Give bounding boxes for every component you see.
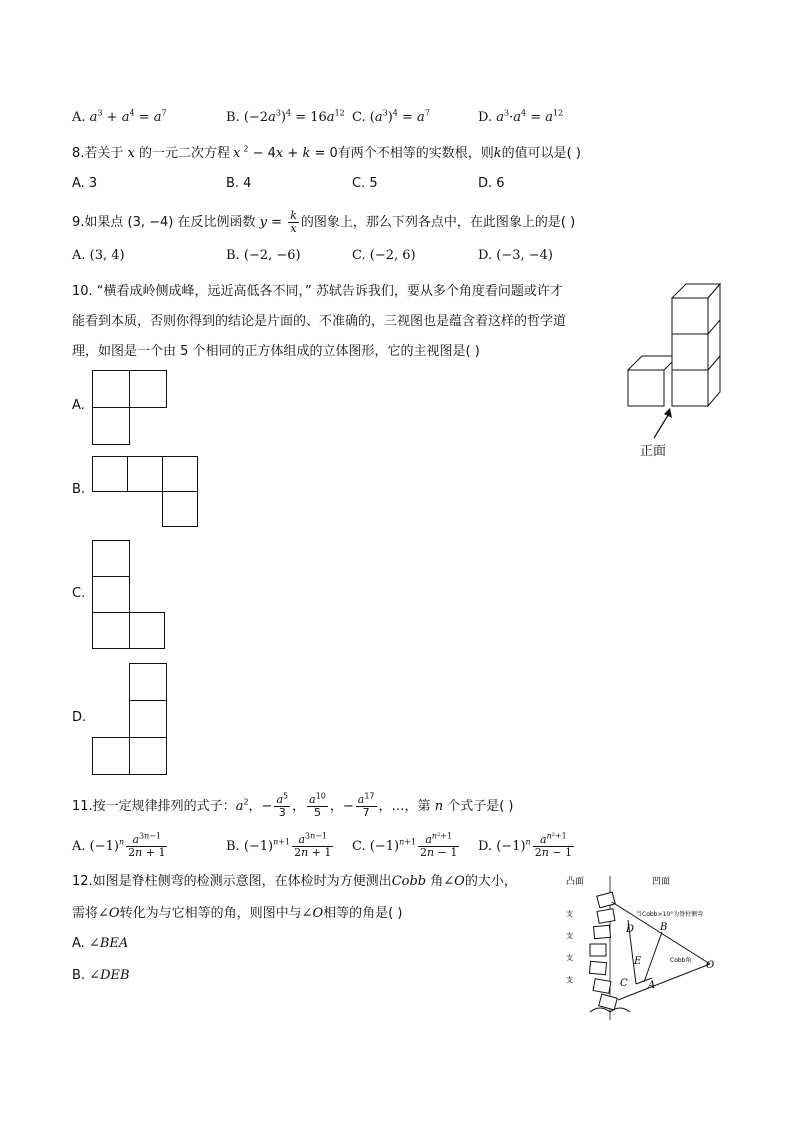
q10-cube-figure: [622, 280, 722, 410]
q8-option-b: B. 4: [226, 176, 252, 191]
q11-option-d: D. $(-1)^n$ $\frac{a^{n^2+1}}{2n - 1}$: [478, 831, 573, 859]
q12-line-2: 需将∠O转化为与它相等的角，则图中与∠O相等的角是( ): [72, 906, 403, 921]
q7-option-d: D. $a^3\cdot a^4 = a^{12}$: [478, 108, 564, 125]
q9-option-a: A. (3, 4): [72, 248, 125, 263]
q8-option-a: A. 3: [72, 176, 98, 191]
side-label-1: 支: [566, 910, 573, 918]
q10-option-c-label: C.: [72, 586, 86, 601]
front-label: 正面: [640, 444, 667, 459]
q12-option-b: B. ∠DEB: [72, 968, 130, 983]
q10-option-d-label: D.: [72, 710, 87, 725]
arrow-icon: [650, 406, 680, 442]
q12-line-1: 12.如图是脊柱侧弯的检测示意图，在体检时为方便测出Cobb 角∠O的大小，: [72, 874, 517, 889]
point-b-label: B: [660, 922, 668, 933]
q10-option-a-label: A.: [72, 398, 85, 413]
q12-spine-diagram: [560, 872, 730, 1022]
point-o-label: O: [706, 960, 715, 971]
point-c-label: C: [620, 978, 628, 989]
q11-stem: 11.按一定规律排列的式子：$a^2$，− $\frac{a^5}{3}$ ， $\frac{a^{10}}{5}$ ，− $\frac{a^{17}}{7}$ ，…，第 n 个式子是( ): [72, 791, 514, 819]
concave-label: 凹面: [652, 877, 671, 887]
q8-stem: 8.若关于 x 的一元二次方程 x $^2$ − 4x + k = 0有两个不相等的实数根，则k的值可以是( ): [72, 144, 581, 161]
q8-option-c: C. 5: [352, 176, 378, 191]
cobb-note: 当Cobb>10°为脊柱侧弯: [636, 911, 704, 918]
q11-option-b: B. $(-1)^{n+1}$ $\frac{a^{3n-1}}{2n + 1}$: [226, 831, 332, 859]
point-e-label: E: [634, 956, 642, 967]
q12-option-a: A. ∠BEA: [72, 936, 129, 951]
q8-option-d: D. 6: [478, 176, 505, 191]
q9-option-c: C. (−2, 6): [352, 248, 416, 263]
side-label-3: 支: [566, 954, 573, 962]
q10-line-1: 10. “横看成岭侧成峰，远近高低各不同，” 苏轼告诉我们，要从多个角度看问题或许才: [72, 284, 563, 299]
q7-option-c: C. $(a^3)^4 = a^7$: [352, 108, 430, 125]
q7-option-b: B. $(-2a^3)^4 = 16a^{12}$: [226, 108, 345, 125]
side-label-2: 支: [566, 932, 573, 940]
side-label-4: 支: [566, 976, 573, 984]
point-d-label: D: [626, 924, 635, 935]
convex-label: 凸面: [566, 877, 585, 887]
q9-option-b: B. (−2, −6): [226, 248, 301, 263]
q11-option-a: A. $(-1)^n$ $\frac{a^{3n-1}}{2n + 1}$: [72, 831, 166, 859]
point-a-label: A: [648, 980, 656, 991]
q10-line-3: 理，如图是一个由 5 个相同的正方体组成的立体图形，它的主视图是( ): [72, 344, 480, 359]
q7-option-a: A. $a^3 + a^4 = a^7$: [72, 108, 167, 125]
q9-stem: 9.如果点 (3, −4) 在反比例函数 y = $\frac{k}{x}$ 的图象上，那么下列各点中，在此图象上的是( ): [72, 209, 576, 235]
q10-line-2: 能看到本质，否则你得到的结论是片面的、不准确的，三视图也是蕴含着这样的哲学道: [72, 314, 567, 329]
q10-option-b-label: B.: [72, 482, 86, 497]
q11-option-c: C. $(-1)^{n+1}$ $\frac{a^{n^2+1}}{2n - 1}$: [352, 831, 458, 859]
cobb-angle-label: Cobb角: [670, 957, 692, 964]
q9-option-d: D. (−3, −4): [478, 248, 553, 263]
